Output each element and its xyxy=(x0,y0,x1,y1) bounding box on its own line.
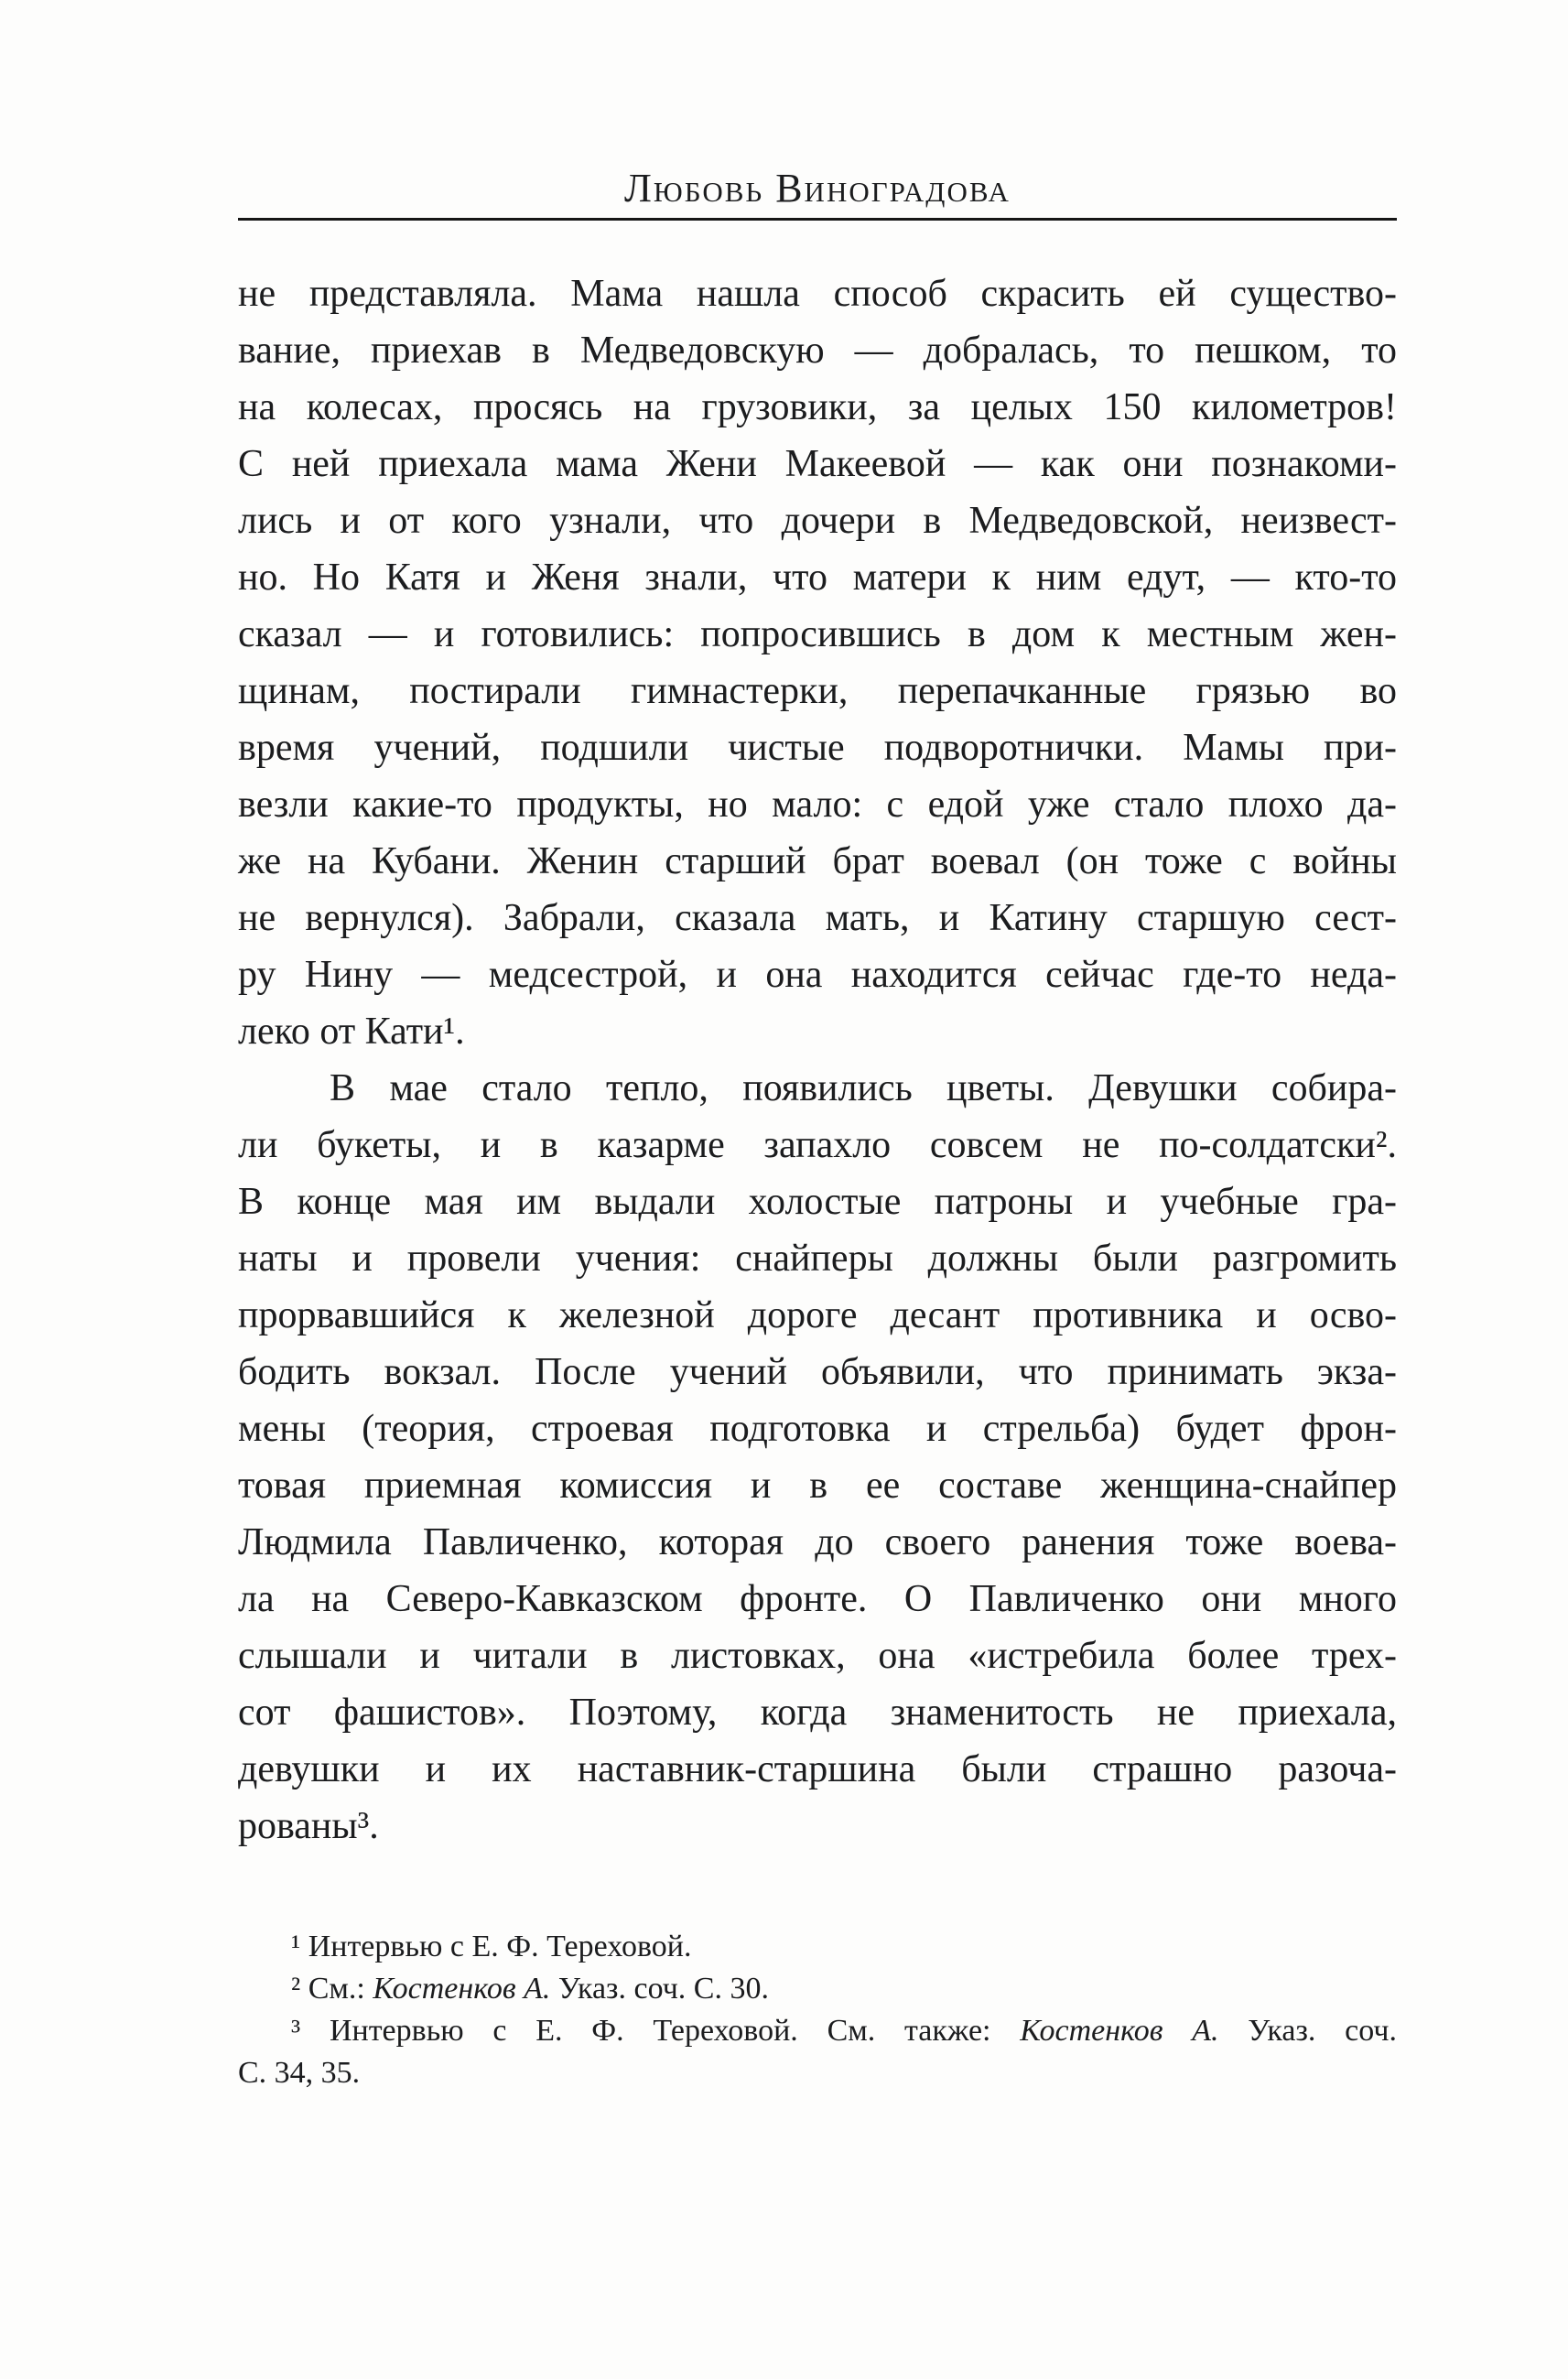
text-line: наты и провели учения: снайперы должны были разгромить xyxy=(238,1238,1397,1280)
header-rule xyxy=(238,218,1397,221)
footnotes xyxy=(238,1926,1397,2094)
text-line: вание, приехав в Медведовскую — добралась, то пешком, то xyxy=(238,330,1397,372)
footnote-line xyxy=(238,2052,1397,2094)
text-line: товая приемная комиссия и в ее составе женщина-снайпер xyxy=(238,1465,1397,1507)
running-header-author: Любовь Виноградова xyxy=(624,166,1011,211)
footnote-text: ³ Интервью с Е. Ф. Тереховой. См. также: xyxy=(291,2014,1021,2048)
text-line: мены (теория, строевая подготовка и стрельба) будет фрон- xyxy=(238,1408,1397,1450)
text-line: щинам, постирали гимнастерки, перепачканные грязью во xyxy=(238,670,1397,712)
footnote-text: Указ. соч. С. 30. xyxy=(550,1972,769,2006)
text-line: ли букеты, и в казарме запахло совсем не по-солдатски². xyxy=(238,1124,1397,1166)
text-line: В конце мая им выдали холостые патроны и учебные гра- xyxy=(238,1181,1397,1223)
text-line: ла на Северо-Кавказском фронте. О Павличенко они много xyxy=(238,1578,1397,1620)
footnote-line xyxy=(238,2010,1397,2052)
text-line: же на Кубани. Женин старший брат воевал (он тоже с войны xyxy=(238,840,1397,882)
text-line: прорвавшийся к железной дороге десант противника и осво- xyxy=(238,1294,1397,1336)
footnote-text: Указ. соч. xyxy=(1218,2014,1397,2048)
text-line: сказал — и готовились: попросившись в дом к местным жен- xyxy=(238,613,1397,655)
text-line: слышали и читали в листовках, она «истребила более трех- xyxy=(238,1635,1397,1677)
text-line: сот фашистов». Поэтому, когда знаменитость не приехала, xyxy=(238,1692,1397,1734)
text-line: рованы³. xyxy=(238,1805,379,1847)
footnote-text: С. 34, 35. xyxy=(238,2056,361,2090)
footnote-line xyxy=(238,1926,1397,1968)
footnote-line xyxy=(238,1968,1397,2010)
text-line: не вернулся). Забрали, сказала мать, и Катину старшую сест- xyxy=(238,897,1397,939)
footnote-cited-author: Костенков А. xyxy=(1020,2014,1219,2048)
text-line: В мае стало тепло, появились цветы. Девушки собира- xyxy=(330,1067,1397,1109)
footnote-text: ² См.: xyxy=(291,1972,373,2006)
text-line: леко от Кати¹. xyxy=(238,1011,465,1053)
footnote-text: ¹ Интервью с Е. Ф. Тереховой. xyxy=(291,1930,692,1963)
text-line: лись и от кого узнали, что дочери в Медведовской, неизвест- xyxy=(238,500,1397,542)
text-line: везли какие-то продукты, но мало: с едой уже стало плохо да- xyxy=(238,784,1397,826)
text-line: бодить вокзал. После учений объявили, что принимать экза- xyxy=(238,1351,1397,1393)
text-line: но. Но Катя и Женя знали, что матери к ним едут, — кто-то xyxy=(238,557,1397,599)
text-line: не представляла. Мама нашла способ скрасить ей существо- xyxy=(238,273,1397,315)
text-line: девушки и их наставник-старшина были страшно разоча- xyxy=(238,1748,1397,1790)
text-line: на колесах, просясь на грузовики, за целых 150 километров! xyxy=(238,386,1397,428)
text-line: Людмила Павличенко, которая до своего ранения тоже воева- xyxy=(238,1521,1397,1563)
text-line: время учений, подшили чистые подворотнички. Мамы при- xyxy=(238,727,1397,769)
text-line: ру Нину — медсестрой, и она находится сейчас где-то неда- xyxy=(238,954,1397,996)
body-text xyxy=(238,265,1397,1855)
text-line: С ней приехала мама Жени Макеевой — как они познакоми- xyxy=(238,443,1397,485)
footnote-cited-author: Костенков А. xyxy=(373,1972,551,2006)
